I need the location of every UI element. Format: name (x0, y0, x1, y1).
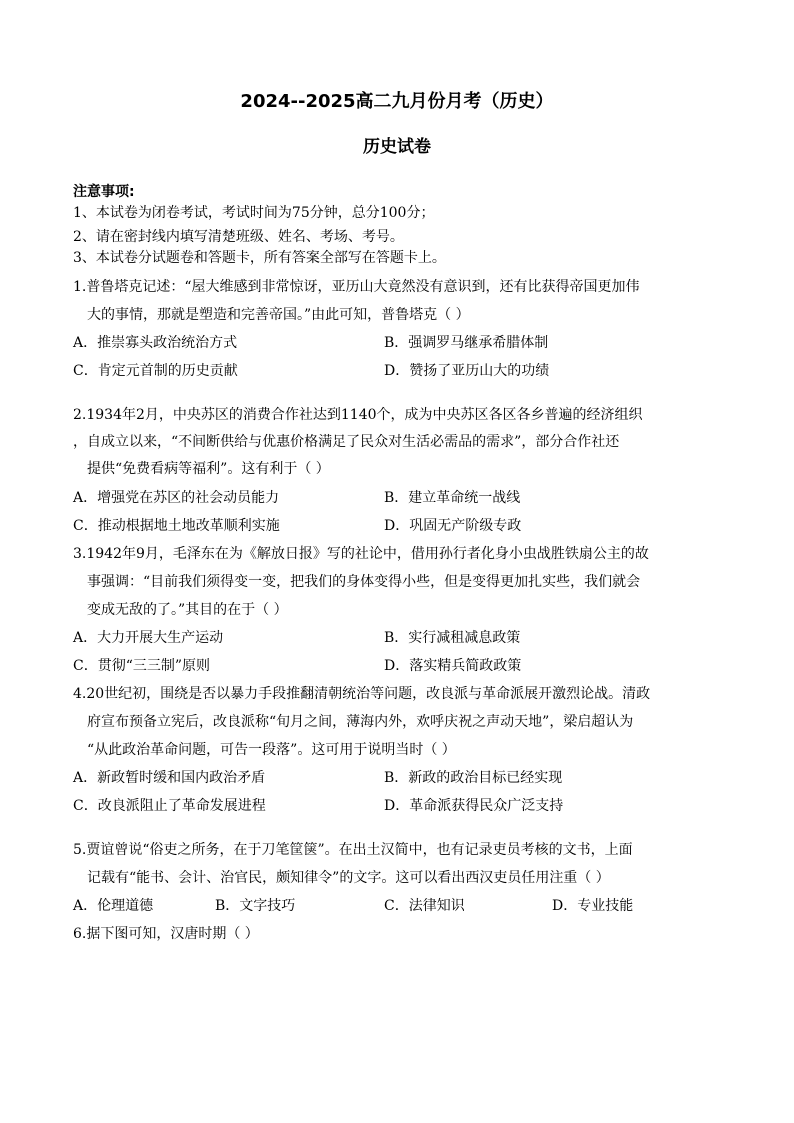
question-5-line: 5.贾谊曾说“俗吏之所务，在于刀笔筐箧”。在出土汉简中，也有记录吏员考核的文书，上面 (73, 842, 633, 858)
question-3-line: 3.1942年9月，毛泽东在为《解放日报》写的社论中，借用孙行者化身小虫战胜铁扇公主的故 (73, 546, 649, 562)
notice-heading: 注意事项: (73, 184, 135, 200)
notice-item: 1、本试卷为闭卷考试，考试时间为75分钟，总分100分； (73, 205, 435, 221)
notice-item: 2、请在密封线内填写清楚班级、姓名、考场、考号。 (73, 229, 404, 245)
question-2-line: 2.1934年2月，中央苏区的消费合作社达到1140个，成为中央苏区各区各乡普遍的经济组织 (73, 407, 643, 423)
question-1-option-b: B．强调罗马继承希腊体制 (384, 335, 549, 351)
question-4-line: 府宣布预备立宪后，改良派称“旬月之间，薄海内外，欢呼庆祝之声动天地”，梁启超认为 (87, 714, 634, 730)
notice-item: 3、本试卷分试题卷和答题卡，所有答案全部写在答题卡上。 (73, 250, 446, 266)
exam-subtitle: 历史试卷 (363, 137, 431, 157)
question-4-line: 4.20世纪初，围绕是否以暴力手段推翻清朝统治等问题，改良派与革命派展开激烈论战。清政 (73, 686, 651, 702)
question-5-option-a: A．伦理道德 (73, 898, 154, 914)
question-4-option-a: A．新政暂时缓和国内政治矛盾 (73, 770, 266, 786)
question-2-option-c: C．推动根据地土地改革顺利实施 (73, 518, 280, 534)
question-3-line: 事强调：“目前我们须得变一变，把我们的身体变得小些，但是变得更加扎实些，我们就会 (87, 574, 641, 590)
question-4-line: “从此政治革命问题，可告一段落”。这可用于说明当时（ ） (87, 742, 456, 758)
question-1-option-c: C．肯定元首制的历史贡献 (73, 363, 238, 379)
question-1-line: 1.普鲁塔克记述：“屋大维感到非常惊讶，亚历山大竟然没有意识到，还有比获得帝国更加伟 (73, 279, 640, 295)
question-5-option-d: D．专业技能 (552, 898, 634, 914)
question-3-option-c: C．贯彻“三三制”原则 (73, 658, 211, 674)
question-3-line: 变成无敌的了。”其目的在于（ ） (87, 602, 288, 618)
question-2-option-d: D．巩固无产阶级专政 (384, 518, 522, 534)
question-6-line: 6.据下图可知，汉唐时期（ ） (73, 926, 259, 942)
question-1-option-d: D．赞扬了亚历山大的功绩 (384, 363, 550, 379)
question-3-option-a: A．大力开展大生产运动 (73, 630, 224, 646)
question-4-option-c: C．改良派阻止了革命发展进程 (73, 798, 266, 814)
question-4-option-d: D．革命派获得民众广泛支持 (384, 798, 564, 814)
exam-title: 2024--2025高二九月份月考（历史） (240, 91, 554, 112)
question-2-option-a: A．增强党在苏区的社会动员能力 (73, 490, 280, 506)
question-5-option-b: B．文字技巧 (215, 898, 296, 914)
question-5-line: 记载有“能书、会计、治官民，颇知律令”的文字。这可以看出西汉吏员任用注重（ ） (87, 870, 610, 886)
question-1-option-a: A．推崇寡头政治统治方式 (73, 335, 238, 351)
question-5-option-c: C．法律知识 (384, 898, 465, 914)
question-2-line: 提供“免费看病等福利”。这有利于（ ） (87, 461, 330, 477)
question-3-option-b: B．实行减租减息政策 (384, 630, 521, 646)
question-2-option-b: B．建立革命统一战线 (384, 490, 521, 506)
question-1-line: 大的事情，那就是塑造和完善帝国。”由此可知，普鲁塔克（ ） (87, 307, 470, 323)
question-2-line: ，自成立以来，“不间断供给与优惠价格满足了民众对生活必需品的需求”，部分合作社还 (73, 434, 620, 450)
question-4-option-b: B．新政的政治目标已经实现 (384, 770, 563, 786)
question-3-option-d: D．落实精兵简政政策 (384, 658, 522, 674)
